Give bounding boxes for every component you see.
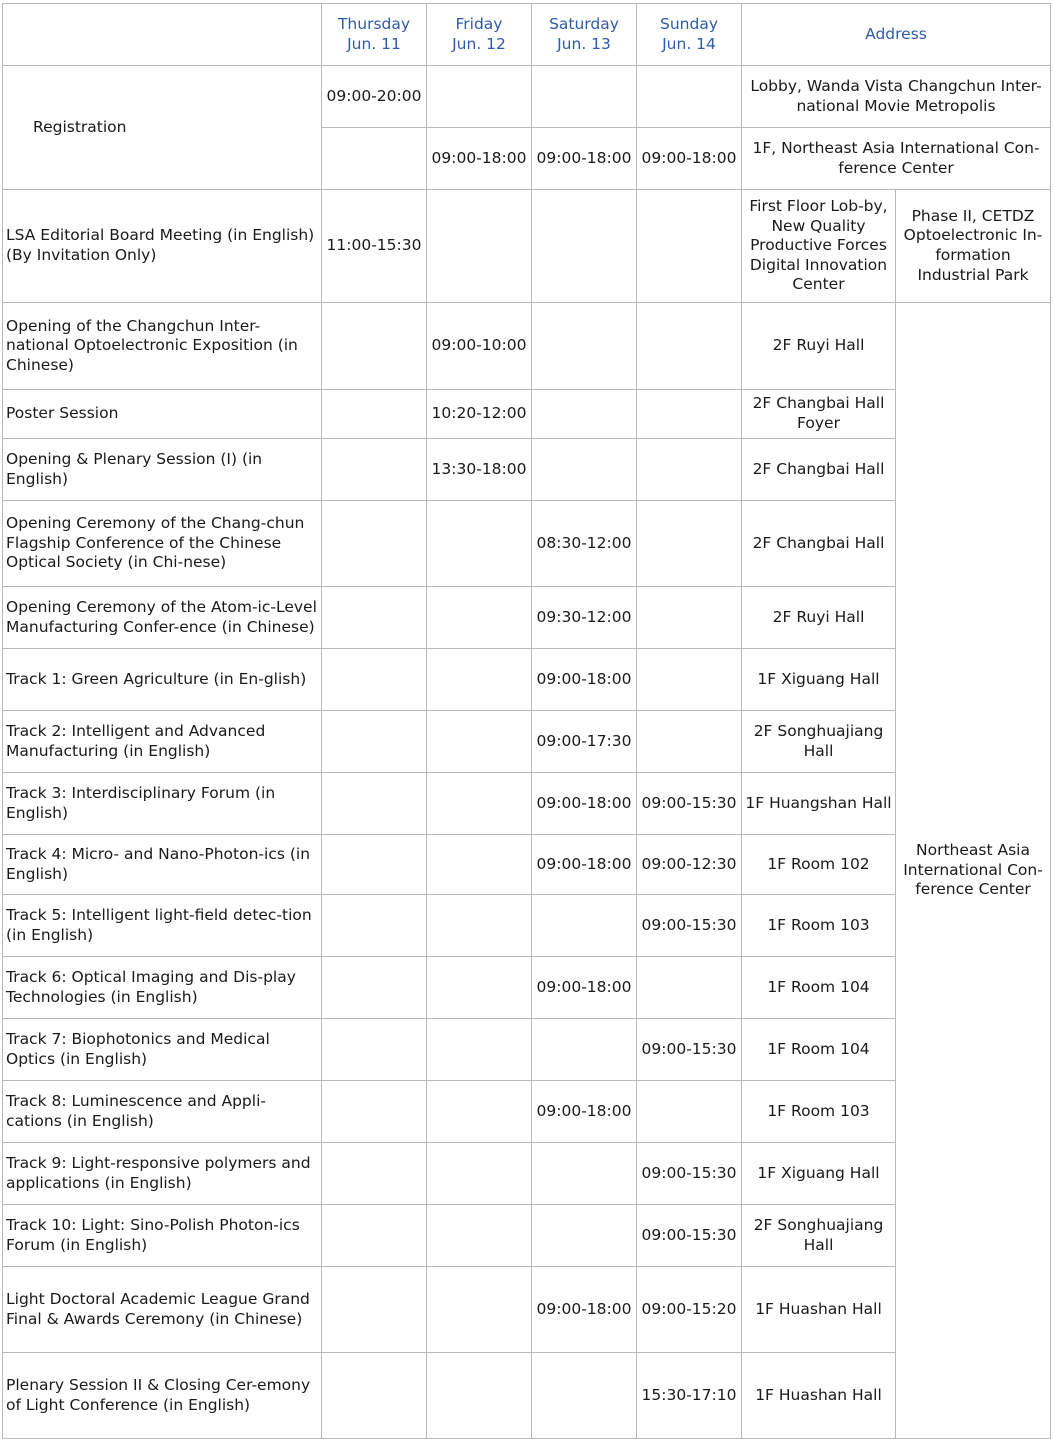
registration-address-1: Lobby, Wanda Vista Changchun Inter-national Movie Metropolis [742, 66, 1051, 128]
time-cell-fri [427, 649, 532, 711]
registration-sat-time: 09:00-18:00 [532, 128, 637, 190]
empty-cell [532, 190, 637, 303]
time-cell-thu [322, 711, 427, 773]
table-row [3, 773, 1051, 835]
venue-cell: 1F Huashan Hall [742, 1353, 896, 1439]
venue-cell: 2F Changbai Hall Foyer [742, 390, 896, 439]
event-name: Opening Ceremony of the Chang-chun Flagship Conference of the Chinese Optical Society (in Chi-nese) [3, 501, 322, 587]
time-cell-thu [322, 1143, 427, 1205]
event-name: Track 4: Micro- and Nano-Photon-ics (in English) [3, 835, 322, 895]
header-address: Address [742, 4, 1051, 66]
venue-cell: 2F Ruyi Hall [742, 303, 896, 390]
time-cell-sat: 09:30-12:00 [532, 587, 637, 649]
event-name: Track 7: Biophotonics and Medical Optics (in English) [3, 1019, 322, 1081]
time-cell-sat: 09:00-17:30 [532, 711, 637, 773]
time-cell-sat: 09:00-18:00 [532, 773, 637, 835]
registration-thu-time: 09:00-20:00 [322, 66, 427, 128]
time-cell-sat [532, 439, 637, 501]
header-thursday: Thursday Jun. 11 [322, 4, 427, 66]
venue-cell: 2F Songhuajiang Hall [742, 1205, 896, 1267]
table-row [3, 1205, 1051, 1267]
event-name: Track 5: Intelligent light-field detec-tion (in English) [3, 895, 322, 957]
registration-address-2: 1F, Northeast Asia International Con-ference Center [742, 128, 1051, 190]
time-cell-sun: 09:00-15:30 [637, 1205, 742, 1267]
time-cell-thu [322, 835, 427, 895]
event-name: Opening & Plenary Session (I) (in English) [3, 439, 322, 501]
time-cell-fri: 09:00-10:00 [427, 303, 532, 390]
event-name: Track 8: Luminescence and Appli-cations (in English) [3, 1081, 322, 1143]
time-cell-sun [637, 303, 742, 390]
venue-cell: 2F Changbai Hall [742, 439, 896, 501]
table-row [3, 587, 1051, 649]
time-cell-thu [322, 439, 427, 501]
event-name: Plenary Session II & Closing Cer-emony of Light Conference (in English) [3, 1353, 322, 1439]
main-site-cell: Northeast Asia International Con-ference Center [896, 303, 1051, 1439]
time-cell-sun [637, 390, 742, 439]
header-corner-cell [3, 4, 322, 66]
lsa-site: Phase II, CETDZ Optoelectronic In-formation Industrial Park [896, 190, 1051, 303]
table-row [3, 711, 1051, 773]
time-cell-sat [532, 1353, 637, 1439]
table-row [3, 390, 1051, 439]
registration-row-1 [3, 66, 1051, 128]
time-cell-sun [637, 957, 742, 1019]
time-cell-thu [322, 587, 427, 649]
empty-cell [532, 66, 637, 128]
time-cell-fri [427, 1143, 532, 1205]
time-cell-thu [322, 1267, 427, 1353]
time-cell-fri [427, 501, 532, 587]
table-row [3, 501, 1051, 587]
time-cell-sun [637, 1081, 742, 1143]
table-row [3, 1081, 1051, 1143]
event-name: Opening Ceremony of the Atom-ic-Level Manufacturing Confer-ence (in Chinese) [3, 587, 322, 649]
lsa-thu-time: 11:00-15:30 [322, 190, 427, 303]
event-name: Track 6: Optical Imaging and Dis-play Technologies (in English) [3, 957, 322, 1019]
time-cell-fri: 13:30-18:00 [427, 439, 532, 501]
time-cell-sun: 15:30-17:10 [637, 1353, 742, 1439]
table-row [3, 649, 1051, 711]
time-cell-thu [322, 501, 427, 587]
table-row [3, 895, 1051, 957]
event-name: Opening of the Changchun Inter-national Optoelectronic Exposition (in Chinese) [3, 303, 322, 390]
time-cell-thu [322, 1019, 427, 1081]
time-cell-fri [427, 1019, 532, 1081]
table-row [3, 1143, 1051, 1205]
venue-cell: 1F Room 102 [742, 835, 896, 895]
time-cell-fri [427, 895, 532, 957]
venue-cell: 1F Xiguang Hall [742, 1143, 896, 1205]
registration-fri-time: 09:00-18:00 [427, 128, 532, 190]
time-cell-thu [322, 390, 427, 439]
time-cell-sat [532, 1205, 637, 1267]
time-cell-sun: 09:00-15:20 [637, 1267, 742, 1353]
header-friday: Friday Jun. 12 [427, 4, 532, 66]
time-cell-sun: 09:00-12:30 [637, 835, 742, 895]
empty-cell [427, 190, 532, 303]
table-row [3, 303, 1051, 390]
time-cell-thu [322, 649, 427, 711]
table-row [3, 1019, 1051, 1081]
time-cell-thu [322, 895, 427, 957]
time-cell-sat [532, 1019, 637, 1081]
time-cell-thu [322, 773, 427, 835]
header-saturday: Saturday Jun. 13 [532, 4, 637, 66]
time-cell-thu [322, 303, 427, 390]
header-sunday: Sunday Jun. 14 [637, 4, 742, 66]
table-row [3, 957, 1051, 1019]
time-cell-thu [322, 1353, 427, 1439]
table-row [3, 1267, 1051, 1353]
event-name: Track 2: Intelligent and Advanced Manufacturing (in English) [3, 711, 322, 773]
event-name: Light Doctoral Academic League Grand Final & Awards Ceremony (in Chinese) [3, 1267, 322, 1353]
time-cell-sat [532, 1143, 637, 1205]
venue-cell: 1F Room 104 [742, 1019, 896, 1081]
time-cell-fri [427, 1205, 532, 1267]
empty-cell [637, 66, 742, 128]
time-cell-fri [427, 1267, 532, 1353]
time-cell-sun: 09:00-15:30 [637, 1143, 742, 1205]
time-cell-sat [532, 390, 637, 439]
time-cell-sat: 09:00-18:00 [532, 835, 637, 895]
time-cell-fri [427, 773, 532, 835]
time-cell-sun: 09:00-15:30 [637, 773, 742, 835]
event-name: Track 10: Light: Sino-Polish Photon-ics Forum (in English) [3, 1205, 322, 1267]
event-name: Track 9: Light-responsive polymers and applications (in English) [3, 1143, 322, 1205]
time-cell-sat: 08:30-12:00 [532, 501, 637, 587]
registration-sun-time: 09:00-18:00 [637, 128, 742, 190]
venue-cell: 1F Room 103 [742, 1081, 896, 1143]
time-cell-sat: 09:00-18:00 [532, 649, 637, 711]
time-cell-fri [427, 1081, 532, 1143]
time-cell-fri [427, 711, 532, 773]
time-cell-sun [637, 649, 742, 711]
time-cell-fri [427, 1353, 532, 1439]
time-cell-fri [427, 957, 532, 1019]
time-cell-thu [322, 957, 427, 1019]
venue-cell: 1F Huashan Hall [742, 1267, 896, 1353]
empty-cell [637, 190, 742, 303]
time-cell-sun [637, 501, 742, 587]
time-cell-thu [322, 1081, 427, 1143]
lsa-row [3, 190, 1051, 303]
table-row [3, 439, 1051, 501]
time-cell-fri [427, 835, 532, 895]
table-row [3, 835, 1051, 895]
venue-cell: 1F Room 104 [742, 957, 896, 1019]
lsa-event: LSA Editorial Board Meeting (in English) (By Invitation Only) [3, 190, 322, 303]
time-cell-sat: 09:00-18:00 [532, 1267, 637, 1353]
registration-label: Registration [3, 66, 322, 190]
event-name: Track 3: Interdisciplinary Forum (in English) [3, 773, 322, 835]
venue-cell: 1F Xiguang Hall [742, 649, 896, 711]
time-cell-sun: 09:00-15:30 [637, 895, 742, 957]
venue-cell: 1F Huangshan Hall [742, 773, 896, 835]
schedule-table [2, 3, 1051, 1439]
event-name: Track 1: Green Agriculture (in En-glish) [3, 649, 322, 711]
time-cell-sun [637, 439, 742, 501]
time-cell-fri: 10:20-12:00 [427, 390, 532, 439]
time-cell-sat [532, 303, 637, 390]
venue-cell: 2F Changbai Hall [742, 501, 896, 587]
time-cell-sun [637, 711, 742, 773]
time-cell-fri [427, 587, 532, 649]
header-row [3, 4, 1051, 66]
empty-cell [427, 66, 532, 128]
venue-cell: 2F Ruyi Hall [742, 587, 896, 649]
table-row [3, 1353, 1051, 1439]
venue-cell: 2F Songhuajiang Hall [742, 711, 896, 773]
lsa-venue: First Floor Lob-by, New Quality Productive Forces Digital Innovation Center [742, 190, 896, 303]
time-cell-sun [637, 587, 742, 649]
event-name: Poster Session [3, 390, 322, 439]
time-cell-thu [322, 1205, 427, 1267]
time-cell-sat: 09:00-18:00 [532, 1081, 637, 1143]
empty-cell [322, 128, 427, 190]
time-cell-sat: 09:00-18:00 [532, 957, 637, 1019]
time-cell-sun: 09:00-15:30 [637, 1019, 742, 1081]
time-cell-sat [532, 895, 637, 957]
venue-cell: 1F Room 103 [742, 895, 896, 957]
